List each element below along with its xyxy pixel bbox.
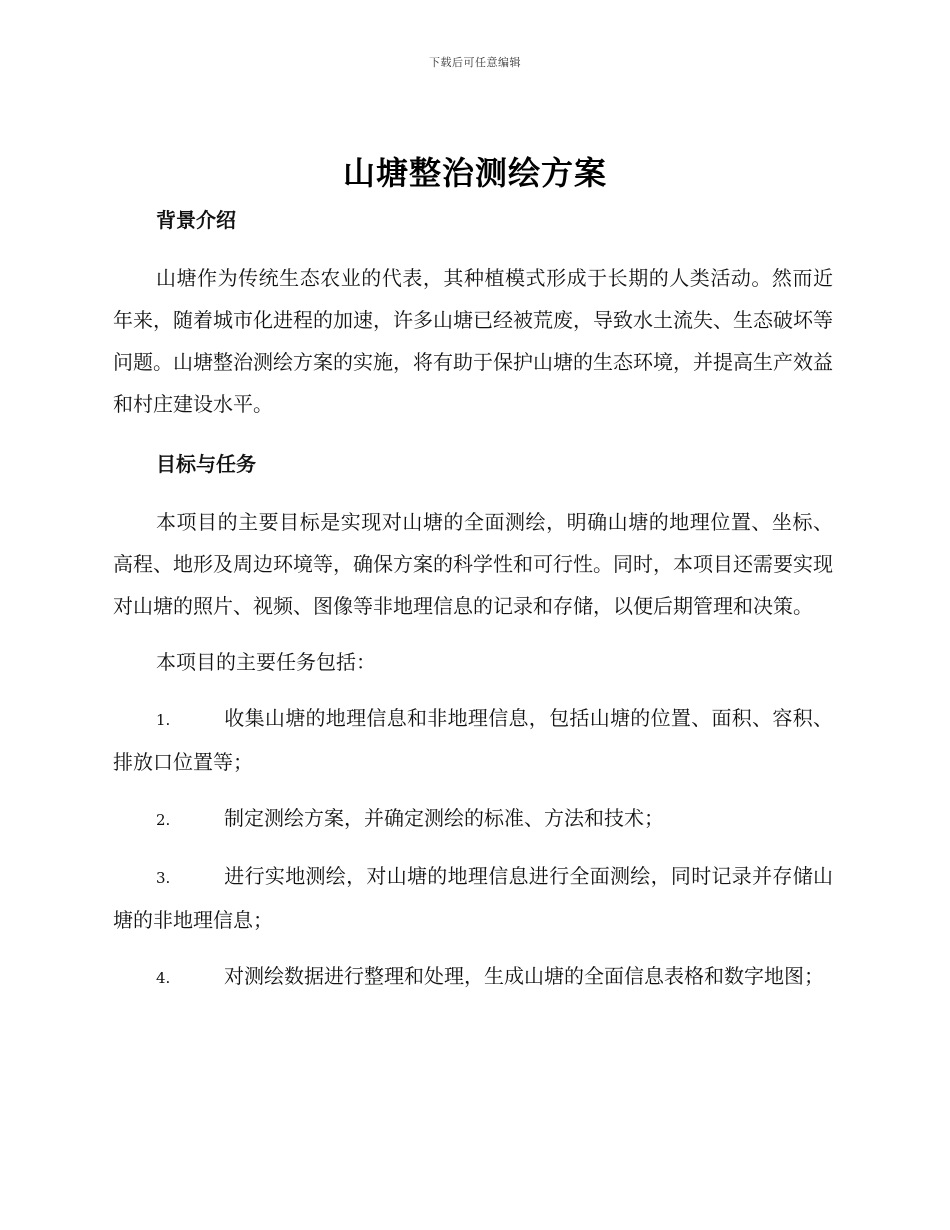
task-list-number: 4.: [156, 969, 171, 987]
background-paragraph: 山塘作为传统生态农业的代表，其种植模式形成于长期的人类活动。然而近年来，随着城市化进程的加速，许多山塘已经被荒废，导致水土流失、生态破坏等问题。山塘整治测绘方案的实施，将有助于保护山塘的生态环境，并提高生产效益和村庄建设水平。: [113, 266, 833, 416]
document-title: 山塘整治测绘方案: [342, 154, 607, 192]
tasks-intro-paragraph: 本项目的主要任务包括：: [156, 650, 376, 674]
task-list-number: 1.: [156, 711, 171, 729]
task-list-text: 收集山塘的地理信息和非地理信息，包括山塘的位置、面积、容积、排放口位置等；: [113, 706, 833, 774]
task-list-text: 对测绘数据进行整理和处理，生成山塘的全面信息表格和数字地图；: [224, 964, 824, 988]
task-list-item: [113, 697, 833, 783]
page-header-note: 下载后可任意编辑: [429, 56, 521, 69]
task-list-item: [113, 855, 833, 941]
task-list-text: 制定测绘方案，并确定测绘的标准、方法和技术；: [224, 806, 664, 830]
section-heading-background: 背景介绍: [156, 208, 236, 232]
goals-paragraph: 本项目的主要目标是实现对山塘的全面测绘，明确山塘的地理位置、坐标、高程、地形及周边环境等，确保方案的科学性和可行性。同时，本项目还需要实现对山塘的照片、视频、图像等非地理信息的记录和存储，以便后期管理和决策。: [113, 510, 833, 618]
task-list-number: 2.: [156, 811, 171, 829]
document-body: [113, 203, 833, 999]
task-list-item: [113, 797, 833, 841]
section-heading-goals: 目标与任务: [156, 452, 256, 476]
task-list-text: 进行实地测绘，对山塘的地理信息进行全面测绘，同时记录并存储山塘的非地理信息；: [113, 864, 833, 932]
task-list-number: 3.: [156, 869, 171, 887]
task-list-item: [113, 955, 833, 999]
